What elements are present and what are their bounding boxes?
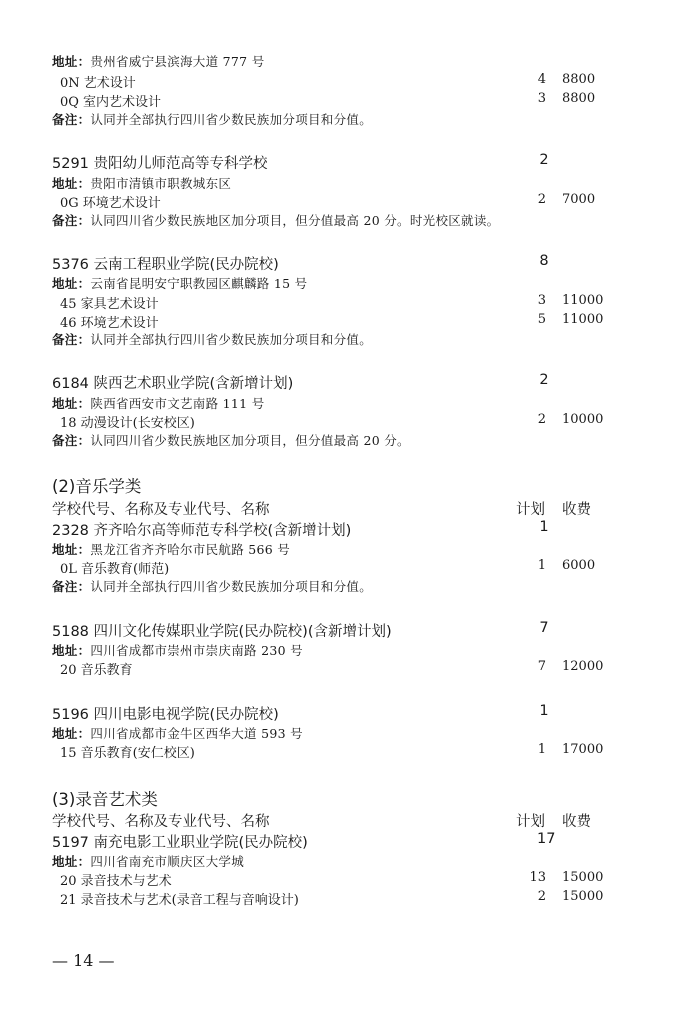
note-line: 备注：认同四川省少数民族地区加分项目，但分值最高 20 分。 — [52, 433, 410, 448]
address-line: 地址：陕西省西安市文艺南路 111 号 — [52, 396, 265, 411]
major-row: 0L 音乐教育(师范) 1 6000 — [60, 558, 596, 577]
category-heading: (2)音乐学类 — [52, 477, 142, 496]
table-header: 学校代号、名称及专业代号、名称 计划 收费 — [52, 502, 591, 518]
school-title-row: 5291 贵阳幼儿师范高等专科学校 2 — [52, 152, 549, 172]
address-line: 地址：四川省南充市顺庆区大学城 — [52, 854, 245, 869]
major-row: 21 录音技术与艺术(录音工程与音响设计) 2 15000 — [60, 889, 604, 908]
address-line: 地址：黑龙江省齐齐哈尔市民航路 566 号 — [52, 542, 291, 557]
address-line: 地址：四川省成都市崇州市崇庆南路 230 号 — [52, 643, 303, 658]
major-row: 20 录音技术与艺术 13 15000 — [60, 870, 604, 889]
major-row: 45 家具艺术设计 3 11000 — [60, 293, 604, 312]
school-title-row: 5188 四川文化传媒职业学院(民办院校)(含新增计划) 7 — [52, 620, 549, 640]
major-row: 0N 艺术设计 4 8800 — [60, 72, 596, 91]
major-row: 0Q 室内艺术设计 3 8800 — [60, 91, 596, 110]
page-number: — 14 — — [52, 951, 115, 970]
school-title-row: 2328 齐齐哈尔高等师范专科学校(含新增计划) 1 — [52, 519, 549, 539]
address-line: 地址：云南省昆明安宁职教园区麒麟路 15 号 — [52, 276, 308, 291]
note-line: 备注：认同并全部执行四川省少数民族加分项目和分值。 — [52, 579, 373, 594]
major-row: 0G 环境艺术设计 2 7000 — [60, 192, 596, 211]
table-header: 学校代号、名称及专业代号、名称 计划 收费 — [52, 814, 591, 830]
address-line: 地址：贵阳市清镇市职教城东区 — [52, 176, 232, 191]
major-row: 15 音乐教育(安仁校区) 1 17000 — [60, 742, 604, 761]
school-title-row: 5376 云南工程职业学院(民办院校) 8 — [52, 253, 549, 273]
address-line: 地址：贵州省威宁县滨海大道 777 号 — [52, 54, 265, 69]
school-title-row: 6184 陕西艺术职业学院(含新增计划) 2 — [52, 372, 549, 392]
major-row: 20 音乐教育 7 12000 — [60, 659, 604, 678]
school-title-row: 5196 四川电影电视学院(民办院校) 1 — [52, 703, 549, 723]
address-line: 地址：四川省成都市金牛区西华大道 593 号 — [52, 726, 303, 741]
note-line: 备注：认同并全部执行四川省少数民族加分项目和分值。 — [52, 332, 373, 347]
major-row: 46 环境艺术设计 5 11000 — [60, 312, 604, 331]
major-row: 18 动漫设计(长安校区) 2 10000 — [60, 412, 604, 431]
school-title-row: 5197 南充电影工业职业学院(民办院校) 17 — [52, 831, 556, 851]
note-line: 备注：认同并全部执行四川省少数民族加分项目和分值。 — [52, 112, 373, 127]
category-heading: (3)录音艺术类 — [52, 790, 158, 809]
note-line: 备注：认同四川省少数民族地区加分项目，但分值最高 20 分。时光校区就读。 — [52, 213, 500, 228]
